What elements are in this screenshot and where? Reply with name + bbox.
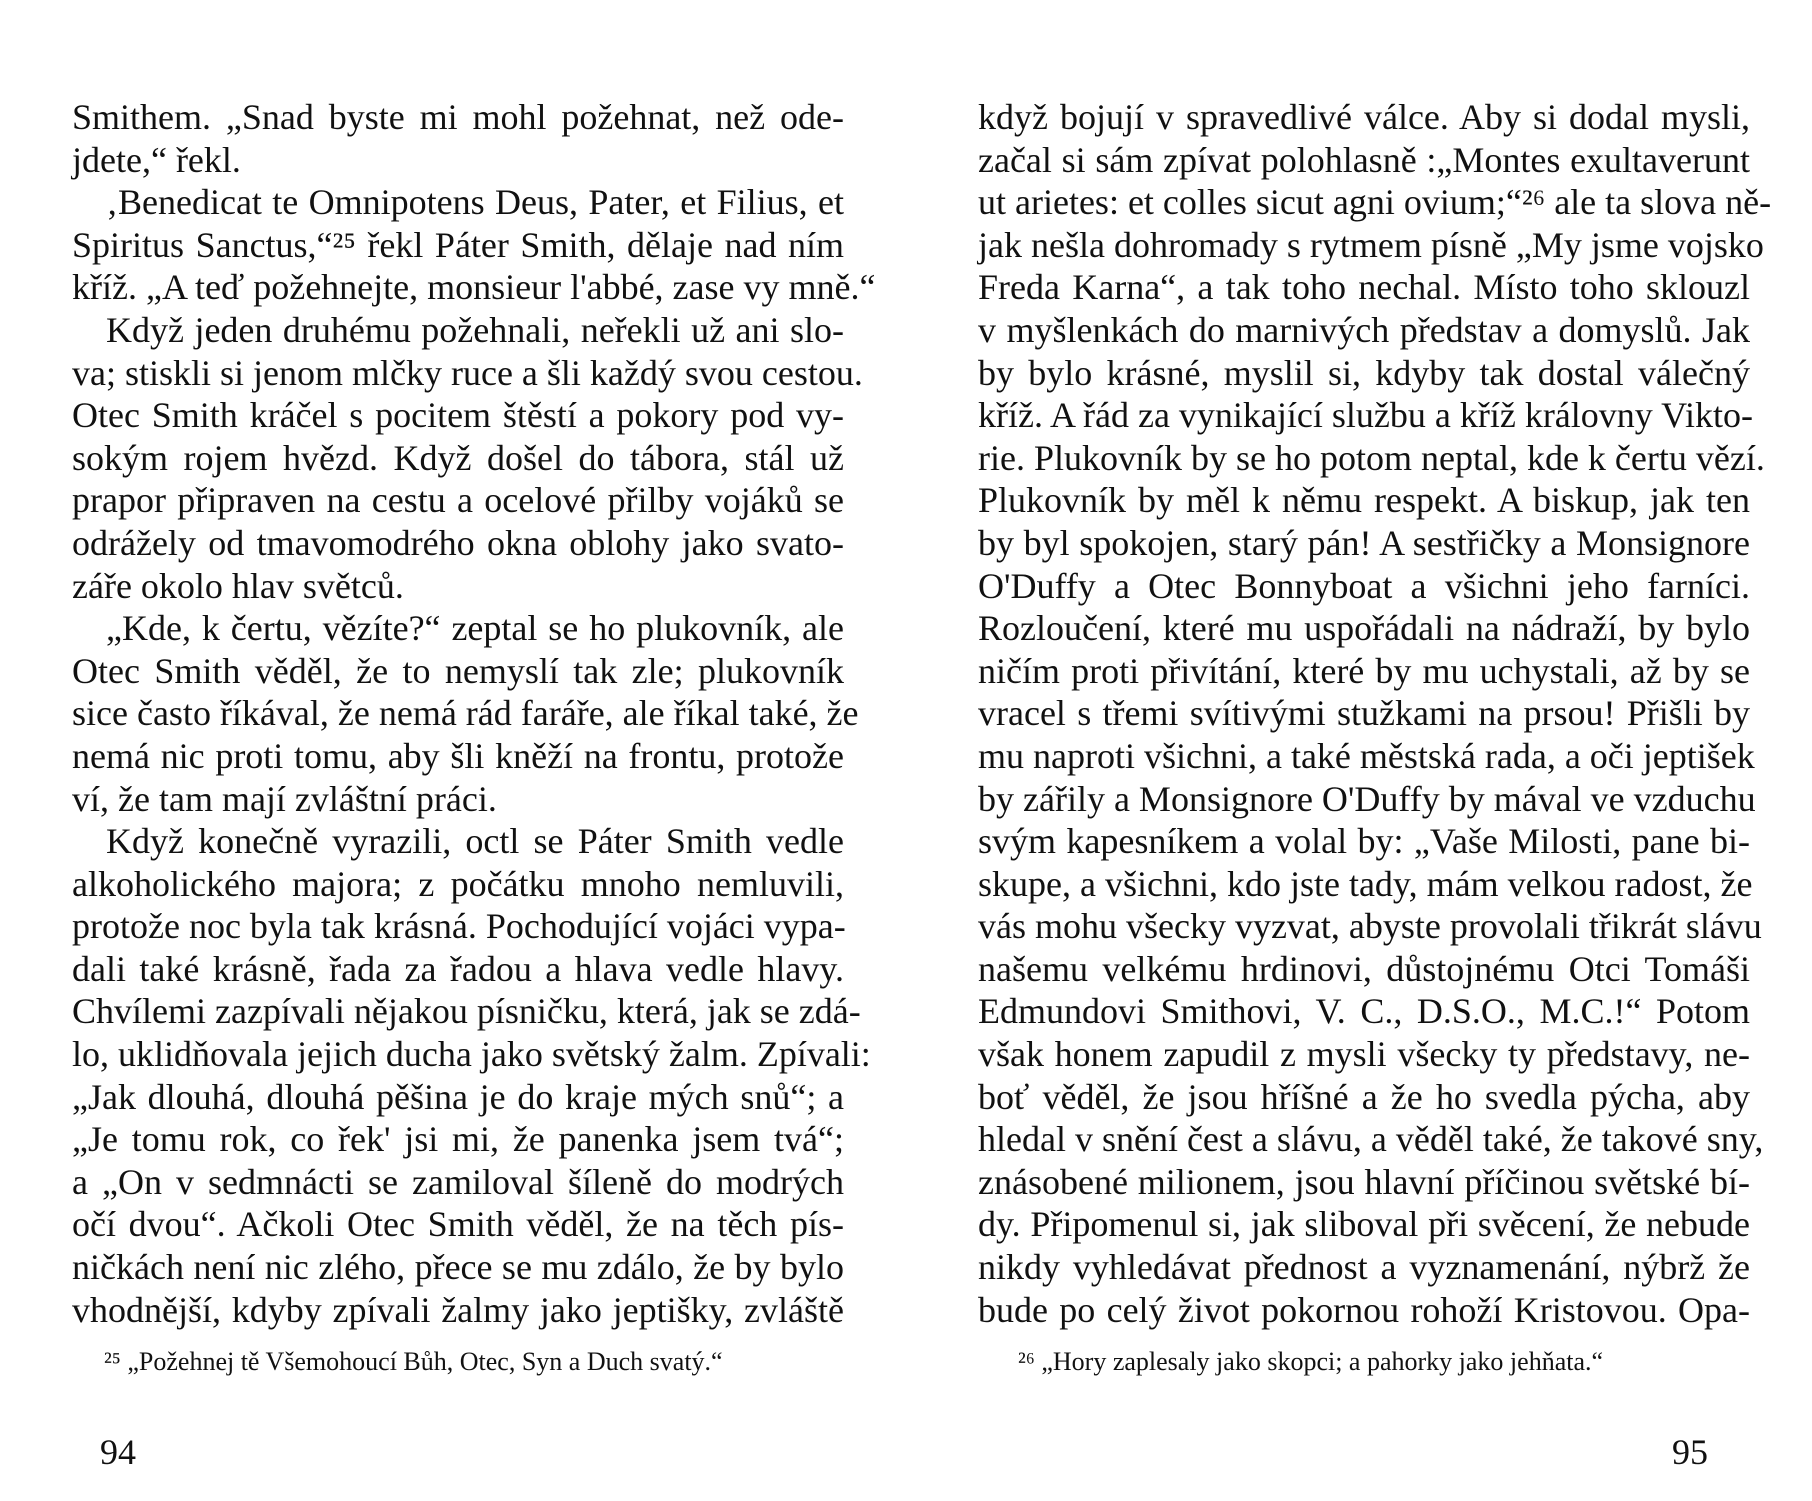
text-line: hledal v snění čest a slávu, a věděl také, že takové sny, xyxy=(978,1119,1764,1160)
text-line: vás mohu všecky vyzvat, abyste provolali třikrát slávu xyxy=(978,906,1762,947)
text-line: rie. Plukovník by se ho potom neptal, kde k čertu vězí. xyxy=(978,437,1765,478)
text-line: kříž. A řád za vynikající službu a kříž královny Vikto- xyxy=(978,395,1753,436)
text-line: dy. Připomenul si, jak sliboval při svěcení, že nebude xyxy=(978,1204,1750,1245)
text-line: jak nešla dohromady s rytmem písně „My jsme vojsko xyxy=(978,224,1764,265)
right-page-text xyxy=(978,96,1772,1331)
text-line: Plukovník by měl k němu respekt. A biskup, jak ten xyxy=(978,480,1750,521)
text-line: Smithem. „Snad byste mi mohl požehnat, než ode- xyxy=(72,97,844,137)
text-line: Chvílemi zazpívali nějakou písničku, která, jak se zdá- xyxy=(72,991,861,1032)
text-line: Freda Karna“, a tak toho nechal. Místo toho sklouzl xyxy=(978,267,1750,308)
text-line: a „On v sedmnácti se zamiloval šíleně do modrých xyxy=(72,1161,844,1202)
text-line: lo, uklidňovala jejich ducha jako světský žalm. Zpívali: xyxy=(72,1034,871,1075)
text-line: ut arietes: et colles sicut agni ovium;“²⁶ ale ta slova ně- xyxy=(978,182,1772,223)
text-line: očí dvou“. Ačkoli Otec Smith věděl, že na těch pís- xyxy=(72,1204,844,1245)
text-line: ‚Benedicat te Omnipotens Deus, Pater, et Filius, et xyxy=(106,182,844,223)
text-line: „Jak dlouhá, dlouhá pěšina je do kraje mých snů“; a xyxy=(72,1076,844,1117)
text-line: nemá nic proti tomu, aby šli kněží na frontu, protože xyxy=(72,735,844,776)
text-line: skupe, a všichni, kdo jste tady, mám velkou radost, že xyxy=(978,863,1753,904)
text-line: Edmundovi Smithovi, V. C., D.S.O., M.C.!“ Potom xyxy=(978,991,1750,1032)
text-line: by bylo krásné, myslil si, kdyby tak dostal válečný xyxy=(978,352,1750,393)
text-line: vracel s třemi svítivými stužkami na prsou! Přišli by xyxy=(978,693,1750,734)
text-line: mu naproti všichni, a také městská rada, a oči jeptišek xyxy=(978,735,1755,776)
text-line: svým kapesníkem a volal by: „Vaše Milosti, pane bi- xyxy=(978,821,1750,862)
text-line: va; stiskli si jenom mlčky ruce a šli každý svou cestou. xyxy=(72,352,863,393)
text-line: ničkách není nic zlého, přece se mu zdálo, že by bylo xyxy=(72,1247,844,1288)
left-page-text xyxy=(72,96,876,1331)
text-line: našemu velkému hrdinovi, důstojnému Otci Tomáši xyxy=(978,948,1750,989)
text-line: záře okolo hlav světců. xyxy=(72,565,404,606)
text-line: Spiritus Sanctus,“²⁵ řekl Páter Smith, dělaje nad ním xyxy=(72,224,844,265)
text-line: však honem zapudil z mysli všecky ty představy, ne- xyxy=(978,1034,1750,1075)
left-footnote: ²⁵ „Požehnej tě Všemohoucí Bůh, Otec, Syn a Duch svatý.“ xyxy=(104,1347,723,1376)
text-line: když bojují v spravedlivé válce. Aby si dodal mysli, xyxy=(978,97,1750,137)
text-line: boť věděl, že jsou hříšné a že ho svedla pýcha, aby xyxy=(978,1076,1750,1117)
text-line: Rozloučení, které mu uspořádali na nádraží, by bylo xyxy=(978,608,1750,649)
text-line: O'Duffy a Otec Bonnyboat a všichni jeho farníci. xyxy=(978,565,1750,606)
right-footnote: ²⁶ „Hory zaplesaly jako skopci; a pahorky jako jehňata.“ xyxy=(1018,1347,1604,1376)
text-line: bude po celý život pokornou rohoží Kristovou. Opa- xyxy=(978,1289,1750,1330)
text-line: „Kde, k čertu, vězíte?“ zeptal se ho plukovník, ale xyxy=(106,608,844,649)
text-line: začal si sám zpívat polohlasně :„Montes exultaverunt xyxy=(978,139,1750,180)
text-line: alkoholického majora; z počátku mnoho nemluvili, xyxy=(72,863,844,904)
text-line: „Je tomu rok, co řek' jsi mi, že panenka jsem tvá“; xyxy=(72,1119,844,1160)
text-line: prapor připraven na cestu a ocelové přilby vojáků se xyxy=(72,480,844,521)
text-line: kříž. „A teď požehnejte, monsieur l'abbé, zase vy mně.“ xyxy=(72,267,876,308)
text-line: Když konečně vyrazili, octl se Páter Smith vedle xyxy=(106,821,844,862)
text-line: ví, že tam mají zvláštní práci. xyxy=(72,778,497,819)
text-line: Když jeden druhému požehnali, neřekli už ani slo- xyxy=(106,309,844,350)
text-line: by zářily a Monsignore O'Duffy by mával ve vzduchu xyxy=(978,778,1756,819)
right-page-number: 95 xyxy=(1672,1432,1708,1472)
text-line: protože noc byla tak krásná. Pochodující vojáci vypa- xyxy=(72,906,846,947)
text-line: Otec Smith věděl, že to nemyslí tak zle; plukovník xyxy=(72,650,844,691)
text-line: nikdy vyhledávat přednost a vyznamenání, nýbrž že xyxy=(978,1247,1750,1288)
text-line: vhodnější, kdyby zpívali žalmy jako jeptišky, zvláště xyxy=(72,1289,844,1330)
text-line: ničím proti přivítání, které by mu uchystali, až by se xyxy=(978,650,1750,691)
text-line: odrážely od tmavomodrého okna oblohy jako svato- xyxy=(72,522,844,563)
left-page-number: 94 xyxy=(100,1432,136,1472)
text-line: v myšlenkách do marnivých představ a domyslů. Jak xyxy=(978,309,1750,350)
text-line: znásobené milionem, jsou hlavní příčinou světské bí- xyxy=(978,1161,1750,1202)
text-line: Otec Smith kráčel s pocitem štěstí a pokory pod vy- xyxy=(72,395,844,436)
text-line: sokým rojem hvězd. Když došel do tábora, stál už xyxy=(72,437,844,478)
text-line: jdete,“ řekl. xyxy=(72,139,241,180)
text-line: sice často říkával, že nemá rád faráře, ale říkal také, že xyxy=(72,693,859,734)
text-line: dali také krásně, řada za řadou a hlava vedle hlavy. xyxy=(72,948,844,989)
text-line: by byl spokojen, starý pán! A sestřičky a Monsignore xyxy=(978,522,1750,563)
